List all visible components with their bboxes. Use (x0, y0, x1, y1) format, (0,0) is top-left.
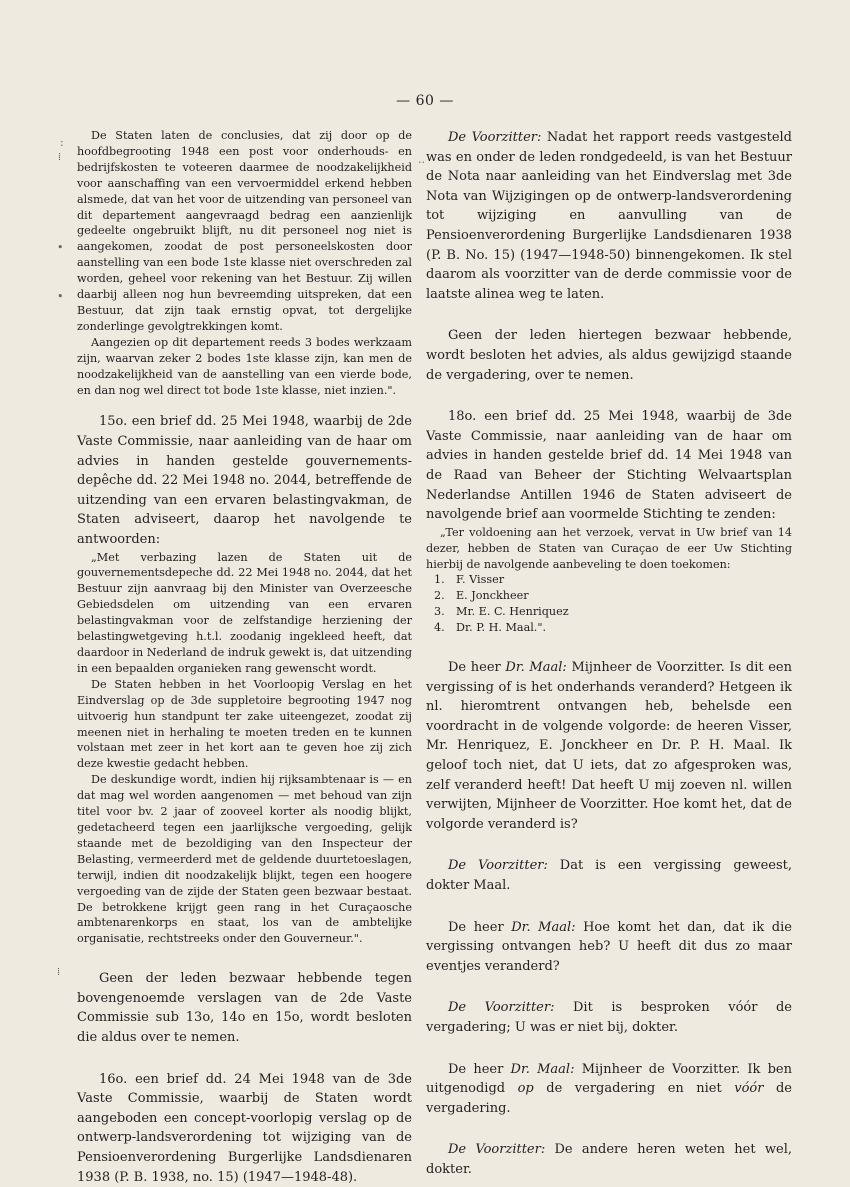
quote-paragraph: „Ter voldoening aan het verzoek, vervat in Uw brief van 14 dezer, hebben de Staten van Curaçao de eer Uw Stichting hierbij de navolgende aanbeveling te doen toekomen: (426, 525, 792, 571)
speaker-name: De Voorzitter: (448, 130, 542, 145)
speaker-name: Dr. Maal: (511, 919, 576, 935)
speech-voorzitter: De Voorzitter: De andere heren weten het wel, dokter. (426, 1142, 792, 1177)
speech-voorzitter: De Voorzitter: Dit is besproken vóór de vergadering; U was er niet bij, dokter. (426, 1000, 793, 1035)
speech-voorzitter: De Voorzitter: Dat is een vergissing geweest, dokter Maal. (426, 858, 792, 893)
margin-mark: • (57, 290, 64, 303)
margin-mark: : (60, 136, 64, 149)
speech-voorzitter: De Voorzitter: Nadat het rapport reeds vastgesteld was en onder de leden rondgedeeld, is van het Bestuur de Nota naar aanleiding van het Eindverslag met 3de Nota van Wijzigingen op de ontwerp-landsverordening tot wijziging en aanvulling van de Pensioenverordening Burgerlijke Landsdienaren 1938 (P. B. No. 15) (1947—1948-50) binnengekomen. Ik stel daarom als voorzitter van de derde commissie voor de laatste alinea weg te laten. (426, 130, 792, 302)
right-column (426, 128, 792, 1180)
item-18: 18o. een brief dd. 25 Mei 1948, waarbij de 3de Vaste Commissie, naar aanleiding van de haar om advies in handen gestelde brief dd. 14 Mei 1948 van de Raad van Beheer der Stichting Welvaartsplan Nederlandse Antillen 1946 de Staten adviseert de navolgende brief aan voormelde Stichting te zenden: (426, 409, 792, 523)
quote-paragraph: De deskundige wordt, indien hij rijksambtenaar is — en dat mag wel worden aangenomen — met behoud van zijn titel voor bv. 2 jaar of zooveel korter als noodig blijkt, gedetacheerd tegen een jaarlijksche vergoeding, gelijk staande met de bezoldiging van den Inspecteur der Belasting, vermeerderd met de geldende duurtetoeslagen, terwijl, indien dit noodzakelijk blijkt, tegen een hoogere vergoeding van de zijde der Staten geen bezwaar bestaat. De betrokkene krijgt geen rang in het Curaçaosche ambtenarenkorps en staat, los van de ambtelijke organisatie, rechtstreeks onder den Gouverneur.". (77, 773, 412, 946)
speaker-name: Dr. Maal: (505, 660, 567, 676)
nominee-list (426, 572, 792, 636)
paragraph: Aangezien op dit departement reeds 3 bodes werkzaam zijn, waarvan zeker 2 bodes 1ste klasse zijn, kan men de noodzakelijkheid van de aanstelling van een vierde bode, en dan nog wel direct tot bode 1ste klasse, niet inzien.". (77, 335, 412, 397)
margin-mark: .. (418, 153, 425, 166)
list-item: 4. Dr. P. H. Maal.". (434, 621, 547, 635)
speaker-name: De Voorzitter: (448, 1142, 546, 1158)
page-number: — 60 — (396, 93, 454, 109)
speech-maal: De heer Dr. Maal: Mijnheer de Voorzitter. Ik ben uitgenodigd op de vergadering en niet vóór de vergadering. (426, 1061, 792, 1116)
speaker-name: De Voorzitter: (448, 1000, 555, 1016)
left-column (77, 128, 412, 1187)
speaker-name: De Voorzitter: (448, 858, 548, 874)
paragraph: Geen der leden hiertegen bezwaar hebbende, wordt besloten het advies, als aldus gewijzigd staande de vergadering, over te nemen. (426, 328, 792, 383)
margin-mark: ⁞ (58, 150, 62, 163)
list-item: 3. Mr. E. C. Henriquez (434, 605, 569, 619)
paragraph: Geen der leden bezwaar hebbende tegen bovengenoemde verslagen van de 2de Vaste Commissie sub 13o, 14o en 15o, wordt besloten die aldus over te nemen. (77, 971, 412, 1045)
margin-mark: ⁞ (57, 965, 61, 978)
list-item: 2. E. Jonckheer (434, 589, 529, 603)
item-15: 15o. een brief dd. 25 Mei 1948, waarbij de 2de Vaste Commissie, naar aanleiding van de haar om advies in handen gestelde gouvernements-depêche dd. 22 Mei 1948 no. 2044, betreffende de uitzending van een ervaren belastingvakman, de Staten adviseert, daarop het navolgende te antwoorden: (77, 414, 412, 547)
list-item: 1. F. Visser (434, 573, 505, 587)
speech-maal: De heer Dr. Maal: Hoe komt het dan, dat ik die vergissing ontvangen heb? U heeft dit dus zo maar eventjes veranderd? (426, 919, 792, 974)
quote-paragraph: De Staten hebben in het Voorloopig Verslag en het Eindverslag op de 3de suppletoire begrooting 1947 nog uitvoerig hun standpunt ter zake uiteengezet, zoodat zij meenen niet in herhaling te moeten treden en te kunnen volstaan met zeer in het kort aan te geven hoe zij zich deze kwestie gedacht hebben. (77, 677, 412, 771)
margin-mark: • (57, 241, 64, 254)
speech-maal: De heer Dr. Maal: Mijnheer de Voorzitter. Is dit een vergissing of is het onderhands veranderd? Hetgeen ik nl. hieromtrent ontvangen heb, behelsde een voordracht in de volgende volgorde: de heeren Visser, Mr. Henriquez, E. Jonckheer en Dr. P. H. Maal. Ik geloof toch niet, dat U iets, dat zo afgesproken was, zelf veranderd heeft! Dat heeft U mij zoeven nl. willen verwijten, Mijnheer de Voorzitter. Hoe komt het, dat de volgorde veranderd is? (426, 660, 793, 832)
quote-paragraph: „Met verbazing lazen de Staten uit de gouvernementsdepeche dd. 22 Mei 1948 no. 2044, dat het Bestuur zijn aanvraag bij den Minister van Overzeesche Gebiedsdelen om uitzending van een ervaren belastingvakman voor de zelfstandige herziening der belastingwetgeving h.t.l. zoodanig ingekleed heeft, dat daardoor in Nederland de indruk gewekt is, dat uitzending in een bepaalden organieken rang gewenscht wordt. (77, 550, 412, 675)
item-16: 16o. een brief dd. 24 Mei 1948 van de 3de Vaste Commissie, waarbij de Staten wordt aangeboden een concept-voorlopig verslag op de ontwerp-landsverordening tot wijziging van de Pensioenverordening Burgerlijke Landsdienaren 1938 (P. B. 1938, no. 15) (1947—1948-48). (77, 1071, 412, 1185)
paragraph: De Staten laten de conclusies, dat zij door op de hoofdbegrooting 1948 een post voor onderhouds- en bedrijfskosten te voteeren daarmee de noodzakelijkheid voor aanschaffing van een vervoermiddel erkend hebben alsmede, dat van het voor de uitzending van personeel van dit departement aangevraagd bedrag een aanzienlijk gedeelte ongebruikt blijft, nu dit personeel nog niet is aangekomen, zoodat de post personeelskosten door aanstelling van een bode 1ste klasse niet overschreden zal worden, geheel voor rekening van het Bestuur. Zij willen daarbij alleen nog hun bevreemding uitspreken, dat een Bestuur, dat zijn taak ernstig opvat, tot dergelijke zonderlinge gevolgtrekkingen komt. (77, 129, 412, 333)
speaker-name: Dr. Maal: (510, 1061, 575, 1077)
